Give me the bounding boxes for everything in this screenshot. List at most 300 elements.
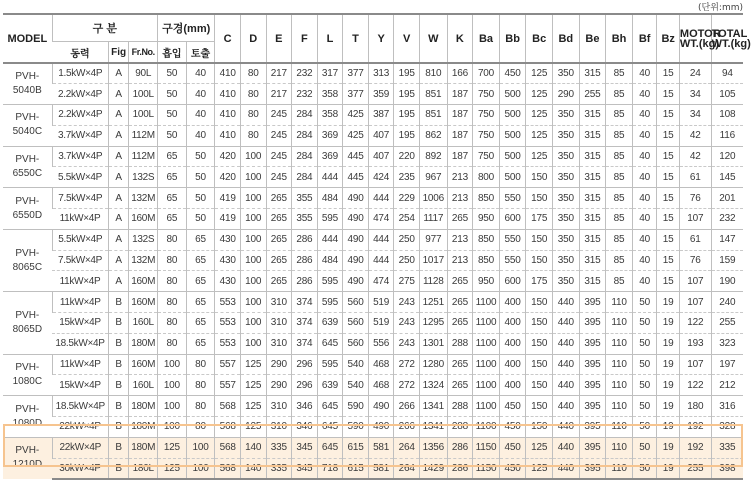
- header-total-wt-line1: TOTAL: [711, 27, 748, 40]
- dim-bh-cell: 85: [606, 84, 633, 105]
- dim-bz-cell: 15: [657, 146, 680, 167]
- fig-cell: B: [108, 354, 128, 375]
- dim-l-cell: 639: [317, 313, 343, 334]
- dim-c-cell: 410: [215, 63, 241, 84]
- dim-e-cell: 290: [266, 375, 292, 396]
- dim-f-cell: 345: [292, 458, 318, 479]
- table-row: [3, 396, 743, 417]
- frame-no-cell: 100L: [129, 105, 158, 126]
- fig-cell: A: [108, 188, 128, 209]
- dim-bz-cell: 19: [657, 375, 680, 396]
- dim-l-cell: 645: [317, 333, 343, 354]
- total-weight-cell: 316: [711, 396, 743, 417]
- dim-t-cell: 490: [343, 250, 369, 271]
- dim-f-cell: 296: [292, 354, 318, 375]
- dim-bh-cell: 85: [606, 146, 633, 167]
- dim-bb-cell: 400: [499, 333, 526, 354]
- dim-bd-cell: 350: [553, 271, 580, 292]
- dim-l-cell: 484: [317, 188, 343, 209]
- dim-v-cell: 195: [394, 84, 420, 105]
- model-name-code: 1080D: [12, 417, 43, 429]
- dim-c-cell: 568: [215, 437, 241, 458]
- header-dim-w: W: [419, 14, 447, 63]
- dim-l-cell: 444: [317, 167, 343, 188]
- suction-cell: 65: [158, 188, 187, 209]
- model-name-code: 8065C: [12, 261, 43, 273]
- power-cell: 11kW×4P: [52, 354, 108, 375]
- dim-y-cell: 556: [368, 333, 394, 354]
- dim-k-cell: 265: [447, 313, 473, 334]
- dim-f-cell: 345: [292, 437, 318, 458]
- dim-w-cell: 1017: [419, 250, 447, 271]
- power-cell: 15kW×4P: [52, 375, 108, 396]
- model-name-prefix: PVH-: [15, 309, 40, 321]
- dim-bb-cell: 450: [499, 458, 526, 479]
- dim-bz-cell: 19: [657, 292, 680, 313]
- dim-bf-cell: 40: [632, 125, 657, 146]
- suction-cell: 80: [158, 333, 187, 354]
- total-weight-cell: 335: [711, 437, 743, 458]
- dim-ba-cell: 1150: [473, 437, 500, 458]
- dim-w-cell: 1341: [419, 396, 447, 417]
- power-cell: 5.5kW×4P: [52, 229, 108, 250]
- dim-bd-cell: 440: [553, 417, 580, 438]
- table-row: [3, 63, 743, 84]
- dim-bh-cell: 85: [606, 105, 633, 126]
- dim-e-cell: 265: [266, 229, 292, 250]
- dim-w-cell: 1301: [419, 333, 447, 354]
- discharge-cell: 65: [186, 292, 215, 313]
- dim-y-cell: 519: [368, 313, 394, 334]
- suction-cell: 125: [158, 437, 187, 458]
- dim-e-cell: 217: [266, 84, 292, 105]
- dim-bd-cell: 440: [553, 354, 580, 375]
- dim-bh-cell: 110: [606, 437, 633, 458]
- header-motor-wt-line1: MOTOR: [679, 27, 721, 40]
- dim-ba-cell: 850: [473, 229, 500, 250]
- dim-bc-cell: 125: [526, 105, 553, 126]
- header-dim-bb: Bb: [499, 14, 526, 63]
- dim-bc-cell: 150: [526, 250, 553, 271]
- dim-bz-cell: 19: [657, 396, 680, 417]
- total-weight-cell: 120: [711, 146, 743, 167]
- dim-f-cell: 374: [292, 333, 318, 354]
- dim-y-cell: 359: [368, 84, 394, 105]
- motor-weight-cell: 193: [679, 333, 711, 354]
- table-row: [3, 125, 743, 146]
- dim-k-cell: 187: [447, 146, 473, 167]
- dim-bz-cell: 19: [657, 458, 680, 479]
- dim-d-cell: 80: [240, 105, 266, 126]
- dim-bb-cell: 450: [499, 396, 526, 417]
- fig-cell: A: [108, 146, 128, 167]
- dim-k-cell: 265: [447, 375, 473, 396]
- dim-bf-cell: 40: [632, 63, 657, 84]
- dim-y-cell: 490: [368, 417, 394, 438]
- header-model: MODEL: [3, 14, 52, 63]
- dim-k-cell: 286: [447, 458, 473, 479]
- discharge-cell: 65: [186, 333, 215, 354]
- dim-e-cell: 217: [266, 63, 292, 84]
- dim-v-cell: 264: [394, 458, 420, 479]
- model-name-code: 8065D: [12, 323, 43, 335]
- frame-no-cell: 160M: [129, 271, 158, 292]
- power-cell: 22kW×4P: [52, 437, 108, 458]
- dim-be-cell: 395: [579, 396, 606, 417]
- dim-bh-cell: 110: [606, 354, 633, 375]
- dim-bf-cell: 40: [632, 209, 657, 230]
- dim-w-cell: 1006: [419, 188, 447, 209]
- fig-cell: B: [108, 333, 128, 354]
- suction-cell: 50: [158, 63, 187, 84]
- dim-t-cell: 590: [343, 396, 369, 417]
- dim-bf-cell: 50: [632, 437, 657, 458]
- discharge-cell: 40: [186, 105, 215, 126]
- table-row: [3, 188, 743, 209]
- dim-y-cell: 581: [368, 437, 394, 458]
- frame-no-cell: 160M: [129, 209, 158, 230]
- dim-w-cell: 862: [419, 125, 447, 146]
- discharge-cell: 50: [186, 188, 215, 209]
- dim-e-cell: 265: [266, 271, 292, 292]
- frame-no-cell: 160M: [129, 354, 158, 375]
- dim-bb-cell: 550: [499, 188, 526, 209]
- dim-t-cell: 425: [343, 125, 369, 146]
- dim-c-cell: 568: [215, 396, 241, 417]
- dim-e-cell: 245: [266, 167, 292, 188]
- dim-bz-cell: 15: [657, 63, 680, 84]
- dim-bz-cell: 15: [657, 167, 680, 188]
- dim-ba-cell: 1100: [473, 333, 500, 354]
- dim-v-cell: 250: [394, 229, 420, 250]
- model-cell: [3, 396, 52, 438]
- dim-c-cell: 557: [215, 375, 241, 396]
- dim-c-cell: 568: [215, 458, 241, 479]
- header-motor-wt-line2: WT.(kg): [679, 37, 720, 50]
- dim-bd-cell: 350: [553, 105, 580, 126]
- dim-d-cell: 100: [240, 146, 266, 167]
- dim-c-cell: 419: [215, 188, 241, 209]
- discharge-cell: 100: [186, 437, 215, 458]
- fig-cell: A: [108, 125, 128, 146]
- dim-d-cell: 80: [240, 63, 266, 84]
- dim-v-cell: 220: [394, 146, 420, 167]
- dim-be-cell: 315: [579, 146, 606, 167]
- dim-bz-cell: 19: [657, 333, 680, 354]
- fig-cell: A: [108, 271, 128, 292]
- dim-k-cell: 213: [447, 188, 473, 209]
- dim-e-cell: 310: [266, 333, 292, 354]
- dim-d-cell: 125: [240, 396, 266, 417]
- dim-c-cell: 553: [215, 333, 241, 354]
- total-weight-cell: 328: [711, 417, 743, 438]
- dim-k-cell: 213: [447, 229, 473, 250]
- dim-bd-cell: 350: [553, 209, 580, 230]
- dim-k-cell: 187: [447, 125, 473, 146]
- table-row: [3, 292, 743, 313]
- dim-bb-cell: 600: [499, 209, 526, 230]
- dim-f-cell: 286: [292, 271, 318, 292]
- dim-l-cell: 369: [317, 125, 343, 146]
- discharge-cell: 80: [186, 354, 215, 375]
- dim-k-cell: 265: [447, 354, 473, 375]
- dim-l-cell: 639: [317, 375, 343, 396]
- total-weight-cell: 240: [711, 292, 743, 313]
- dim-bz-cell: 15: [657, 105, 680, 126]
- table-row: [3, 437, 743, 458]
- dim-e-cell: 265: [266, 188, 292, 209]
- dim-y-cell: 424: [368, 167, 394, 188]
- dim-y-cell: 444: [368, 229, 394, 250]
- header-dim-e: E: [266, 14, 292, 63]
- dim-bc-cell: 125: [526, 63, 553, 84]
- dim-e-cell: 310: [266, 292, 292, 313]
- dim-bb-cell: 500: [499, 84, 526, 105]
- dim-t-cell: 615: [343, 437, 369, 458]
- dim-bh-cell: 85: [606, 209, 633, 230]
- dim-bf-cell: 40: [632, 229, 657, 250]
- dim-d-cell: 100: [240, 250, 266, 271]
- discharge-cell: 65: [186, 313, 215, 334]
- dim-e-cell: 310: [266, 396, 292, 417]
- dim-t-cell: 377: [343, 63, 369, 84]
- header-dim-f: F: [292, 14, 318, 63]
- suction-cell: 50: [158, 105, 187, 126]
- dim-bc-cell: 175: [526, 271, 553, 292]
- fig-cell: A: [108, 63, 128, 84]
- fig-cell: A: [108, 250, 128, 271]
- dim-f-cell: 286: [292, 229, 318, 250]
- dim-y-cell: 474: [368, 209, 394, 230]
- dim-be-cell: 315: [579, 209, 606, 230]
- dim-l-cell: 595: [317, 209, 343, 230]
- dim-d-cell: 125: [240, 375, 266, 396]
- dim-bc-cell: 150: [526, 354, 553, 375]
- dim-bf-cell: 40: [632, 271, 657, 292]
- dim-be-cell: 395: [579, 354, 606, 375]
- dim-bb-cell: 600: [499, 271, 526, 292]
- dim-f-cell: 296: [292, 375, 318, 396]
- dim-bz-cell: 19: [657, 437, 680, 458]
- dim-v-cell: 275: [394, 271, 420, 292]
- dim-d-cell: 80: [240, 125, 266, 146]
- total-weight-cell: 212: [711, 375, 743, 396]
- motor-weight-cell: 34: [679, 84, 711, 105]
- dim-k-cell: 166: [447, 63, 473, 84]
- discharge-cell: 40: [186, 84, 215, 105]
- table-header: [3, 14, 751, 63]
- dim-bb-cell: 500: [499, 146, 526, 167]
- dim-w-cell: 1429: [419, 458, 447, 479]
- fig-cell: B: [108, 417, 128, 438]
- model-name-prefix: PVH-: [15, 195, 40, 207]
- header-dim-c: C: [215, 14, 241, 63]
- dim-bz-cell: 15: [657, 271, 680, 292]
- model-name-prefix: PVH-: [15, 71, 40, 83]
- dim-bc-cell: 175: [526, 209, 553, 230]
- dim-bb-cell: 400: [499, 375, 526, 396]
- power-cell: 11kW×4P: [52, 271, 108, 292]
- dim-l-cell: 595: [317, 292, 343, 313]
- dim-y-cell: 387: [368, 105, 394, 126]
- motor-weight-cell: 107: [679, 354, 711, 375]
- dim-bc-cell: 150: [526, 375, 553, 396]
- dim-bz-cell: 15: [657, 229, 680, 250]
- dim-w-cell: 1324: [419, 375, 447, 396]
- total-weight-cell: 94: [711, 63, 743, 84]
- header-total-wt-line2: WT.(kg): [711, 37, 751, 50]
- dim-be-cell: 395: [579, 313, 606, 334]
- dim-y-cell: 444: [368, 250, 394, 271]
- table-row: [3, 209, 743, 230]
- dim-l-cell: 595: [317, 354, 343, 375]
- suction-cell: 100: [158, 354, 187, 375]
- header-power: 동력: [52, 42, 108, 64]
- motor-weight-cell: 192: [679, 417, 711, 438]
- dim-k-cell: 265: [447, 209, 473, 230]
- total-weight-cell: 398: [711, 458, 743, 479]
- dim-bh-cell: 85: [606, 188, 633, 209]
- dim-c-cell: 410: [215, 84, 241, 105]
- model-name-prefix: PVH-: [15, 112, 40, 124]
- frame-no-cell: 132S: [129, 167, 158, 188]
- frame-no-cell: 90L: [129, 63, 158, 84]
- discharge-cell: 50: [186, 209, 215, 230]
- power-cell: 7.5kW×4P: [52, 188, 108, 209]
- dim-bc-cell: 150: [526, 167, 553, 188]
- dim-k-cell: 213: [447, 167, 473, 188]
- dim-y-cell: 519: [368, 292, 394, 313]
- table-row: [3, 105, 743, 126]
- model-cell: [3, 354, 52, 396]
- frame-no-cell: 160L: [129, 375, 158, 396]
- power-cell: 2.2kW×4P: [52, 105, 108, 126]
- header-dim-y: Y: [368, 14, 394, 63]
- dim-be-cell: 395: [579, 417, 606, 438]
- dim-be-cell: 315: [579, 250, 606, 271]
- discharge-cell: 80: [186, 396, 215, 417]
- header-dim-v: V: [394, 14, 420, 63]
- model-cell: [3, 105, 52, 147]
- power-cell: 3.7kW×4P: [52, 125, 108, 146]
- dim-bz-cell: 19: [657, 354, 680, 375]
- dim-t-cell: 490: [343, 209, 369, 230]
- dim-c-cell: 557: [215, 354, 241, 375]
- dim-ba-cell: 750: [473, 105, 500, 126]
- dim-t-cell: 377: [343, 84, 369, 105]
- dim-be-cell: 395: [579, 333, 606, 354]
- dim-ba-cell: 1100: [473, 417, 500, 438]
- dim-t-cell: 540: [343, 354, 369, 375]
- dim-v-cell: 266: [394, 396, 420, 417]
- dim-bh-cell: 110: [606, 313, 633, 334]
- dim-be-cell: 395: [579, 375, 606, 396]
- motor-weight-cell: 107: [679, 292, 711, 313]
- frame-no-cell: 160M: [129, 292, 158, 313]
- dim-ba-cell: 750: [473, 146, 500, 167]
- table-row: [3, 375, 743, 396]
- dim-ba-cell: 1100: [473, 396, 500, 417]
- dim-bh-cell: 85: [606, 63, 633, 84]
- dim-w-cell: 977: [419, 229, 447, 250]
- dim-c-cell: 430: [215, 229, 241, 250]
- dim-w-cell: 810: [419, 63, 447, 84]
- dim-e-cell: 290: [266, 354, 292, 375]
- dim-f-cell: 355: [292, 209, 318, 230]
- dim-bd-cell: 350: [553, 229, 580, 250]
- model-name-prefix: PVH-: [15, 153, 40, 165]
- dim-bb-cell: 450: [499, 63, 526, 84]
- dim-w-cell: 1280: [419, 354, 447, 375]
- dim-v-cell: 250: [394, 250, 420, 271]
- dim-l-cell: 369: [317, 146, 343, 167]
- dim-k-cell: 213: [447, 250, 473, 271]
- dim-bb-cell: 550: [499, 250, 526, 271]
- table-row: [3, 333, 743, 354]
- fig-cell: A: [108, 229, 128, 250]
- dim-w-cell: 851: [419, 105, 447, 126]
- dim-e-cell: 335: [266, 437, 292, 458]
- discharge-cell: 65: [186, 271, 215, 292]
- model-cell: [3, 63, 52, 105]
- power-cell: 5.5kW×4P: [52, 167, 108, 188]
- motor-weight-cell: 107: [679, 209, 711, 230]
- model-cell: [3, 229, 52, 291]
- dim-bd-cell: 440: [553, 333, 580, 354]
- discharge-cell: 80: [186, 375, 215, 396]
- dim-bh-cell: 85: [606, 229, 633, 250]
- motor-weight-cell: 76: [679, 188, 711, 209]
- suction-cell: 100: [158, 396, 187, 417]
- dim-l-cell: 595: [317, 271, 343, 292]
- fig-cell: B: [108, 396, 128, 417]
- model-name-code: 1080C: [12, 375, 43, 387]
- total-weight-cell: 159: [711, 250, 743, 271]
- motor-weight-cell: 61: [679, 229, 711, 250]
- fig-cell: A: [108, 209, 128, 230]
- dim-k-cell: 288: [447, 333, 473, 354]
- dim-bh-cell: 110: [606, 333, 633, 354]
- dim-f-cell: 284: [292, 146, 318, 167]
- dim-c-cell: 410: [215, 105, 241, 126]
- dim-ba-cell: 850: [473, 188, 500, 209]
- dim-e-cell: 335: [266, 458, 292, 479]
- dim-ba-cell: 1100: [473, 375, 500, 396]
- dim-k-cell: 187: [447, 105, 473, 126]
- dim-f-cell: 346: [292, 396, 318, 417]
- dim-bd-cell: 440: [553, 396, 580, 417]
- motor-weight-cell: 192: [679, 437, 711, 458]
- table-row: [3, 146, 743, 167]
- dim-v-cell: 195: [394, 105, 420, 126]
- dim-d-cell: 125: [240, 354, 266, 375]
- dim-d-cell: 80: [240, 84, 266, 105]
- dim-bf-cell: 50: [632, 333, 657, 354]
- model-cell: [3, 146, 52, 188]
- suction-cell: 125: [158, 458, 187, 479]
- dim-t-cell: 560: [343, 292, 369, 313]
- header-caliber: 구경(mm): [158, 14, 215, 42]
- dim-d-cell: 100: [240, 229, 266, 250]
- dim-w-cell: 1341: [419, 417, 447, 438]
- power-cell: 30kW×4P: [52, 458, 108, 479]
- fig-cell: B: [108, 437, 128, 458]
- dim-ba-cell: 1150: [473, 458, 500, 479]
- power-cell: 11kW×4P: [52, 209, 108, 230]
- power-cell: 1.5kW×4P: [52, 63, 108, 84]
- dim-f-cell: 284: [292, 167, 318, 188]
- dim-bz-cell: 15: [657, 84, 680, 105]
